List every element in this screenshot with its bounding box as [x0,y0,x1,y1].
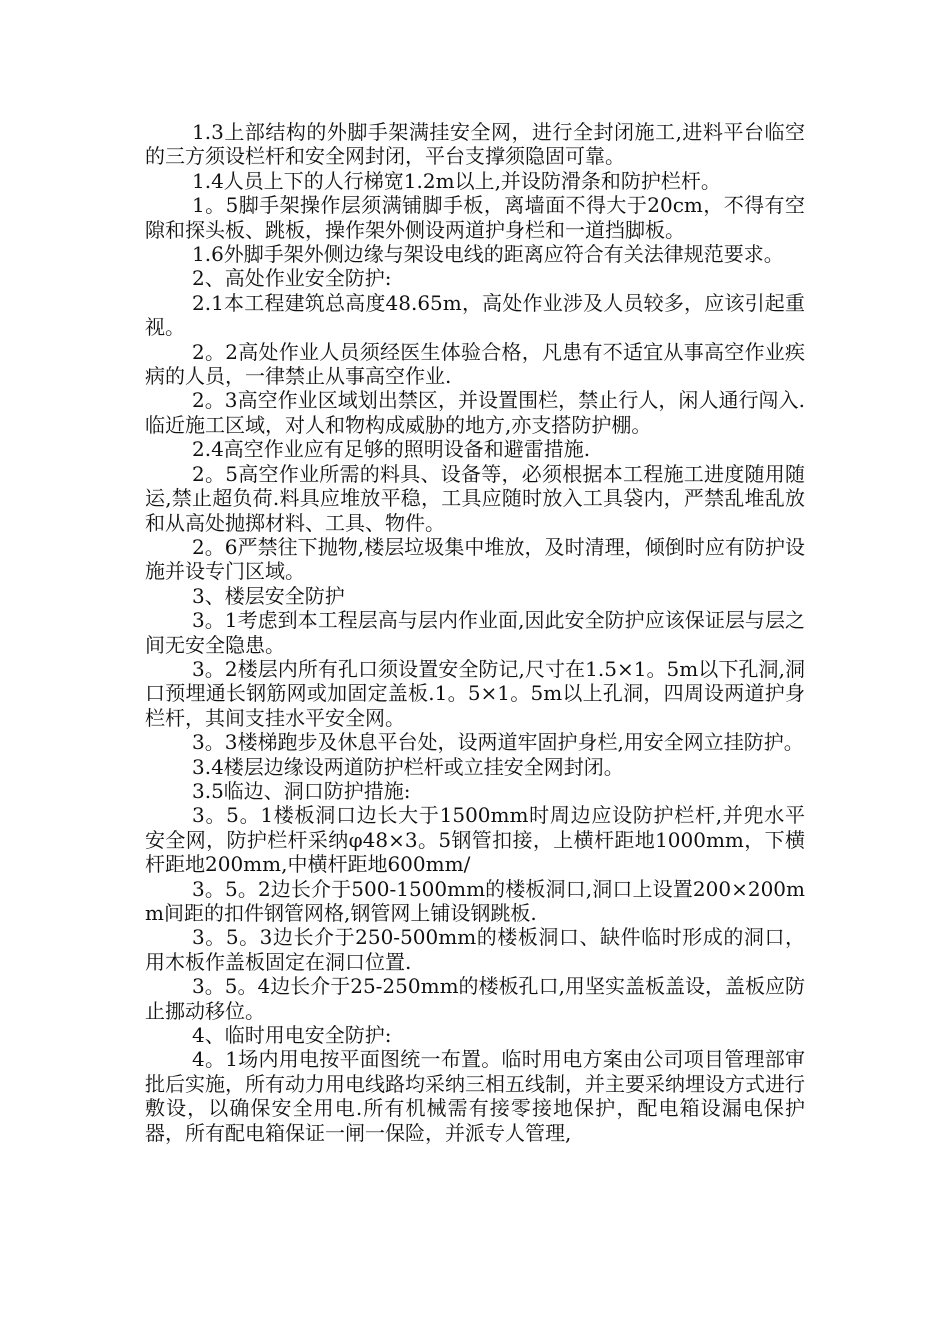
paragraph-3-5-4: 3。5。4边长介于25-250mm的楼板孔口,用坚实盖板盖设，盖板应防止挪动移位。 [145,974,805,1023]
paragraph-3-3: 3。3楼梯跑步及休息平台处，设两道牢固护身栏,用安全网立挂防护。 [192,730,804,755]
section-heading-2: 2、高处作业安全防护: [192,266,392,291]
paragraph-2-3: 2。3高空作业区域划出禁区，并设置围栏，禁止行人，闲人通行闯入.临近施工区域，对人和物构成威胁的地方,亦支搭防护棚。 [145,388,805,437]
section-heading-3: 3、楼层安全防护 [192,583,345,608]
paragraph-1-6-wire-distance: 1.6外脚手架外侧边缘与架设电线的距离应符合有关法律规范要求。 [192,242,784,267]
paragraph-2-1: 2.1本工程建筑总高度48.65m，高处作业涉及人员较多，应该引起重视。 [145,290,805,340]
paragraph-3-1: 3。1考虑到本工程层高与层内作业面,因此安全防护应该保证层与层之间无安全隐患。 [145,608,805,657]
paragraph-3-5-2: 3。5。2边长介于500-1500mm的楼板洞口,洞口上设置200×200mm间距的扣件钢管网格,钢管网上铺设钢跳板. [145,876,805,925]
subsection-heading-3-5: 3.5临边、洞口防护措施: [192,778,411,803]
paragraph-3-2: 3。2楼层内所有孔口须设置安全防记,尺寸在1.5×1。5m以下孔洞,洞口预埋通长钢筋网或加固定盖板.1。5×1。5m以上孔洞，四周设两道护身栏杆，其间支挂水平安全网。 [145,656,805,730]
document-body [145,120,805,1145]
paragraph-2-2: 2。2高处作业人员须经医生体验合格，凡患有不适宜从事高空作业疾病的人员，一律禁止从事高空作业. [145,339,805,389]
paragraph-3-5-1: 3。5。1楼板洞口边长大于1500mm时周边应设防护栏杆,并兜水平安全网，防护栏杆采纳φ48×3。5钢管扣接，上横杆距地1000mm，下横杆距地200mm,中横杆距地600mm/ [145,803,805,877]
paragraph-3-4: 3.4楼层边缘设两道防护栏杆或立挂安全网封闭。 [192,754,624,779]
paragraph-2-6: 2。6严禁往下抛物,楼层垃圾集中堆放，及时清理，倾倒时应有防护设施并设专门区域。 [145,534,805,584]
paragraph-2-5: 2。5高空作业所需的料具、设备等，必须根据本工程施工进度随用随运,禁止超负荷.料具应堆放平稳，工具应随时放入工具袋内，严禁乱堆乱放和从高处抛掷材料、工具、物件。 [145,461,805,535]
paragraph-1-3-scaffold-net: 1.3上部结构的外脚手架满挂安全网，进行全封闭施工,进料平台临空的三方须设栏杆和安全网封闭，平台支撑须隐固可靠。 [145,120,805,169]
paragraph-2-4: 2.4高空作业应有足够的照明设备和避雷措施. [192,437,591,462]
paragraph-4-1: 4。1场内用电按平面图统一布置。临时用电方案由公司项目管理部审批后实施，所有动力用电线路均采纳三相五线制，并主要采纳埋设方式进行敷设，以确保安全用电.所有机械需有接零接地保护，配电箱设漏电保护器，所有配电箱保证一闸一保险，并派专人管理, [145,1047,805,1145]
paragraph-3-5-3: 3。5。3边长介于250-500mm的楼板洞口、缺件临时形成的洞口，用木板作盖板固定在洞口位置. [145,925,805,974]
paragraph-1-4-ladder: 1.4人员上下的人行梯宽1.2m以上,并设防滑条和防护栏杆。 [192,168,721,193]
section-heading-4: 4、临时用电安全防护: [192,1023,392,1048]
paragraph-1-5-scaffold-board: 1。5脚手架操作层须满铺脚手板，离墙面不得大于20cm，不得有空隙和探头板、跳板，操作架外侧设两道护身栏和一道挡脚板。 [145,193,805,242]
